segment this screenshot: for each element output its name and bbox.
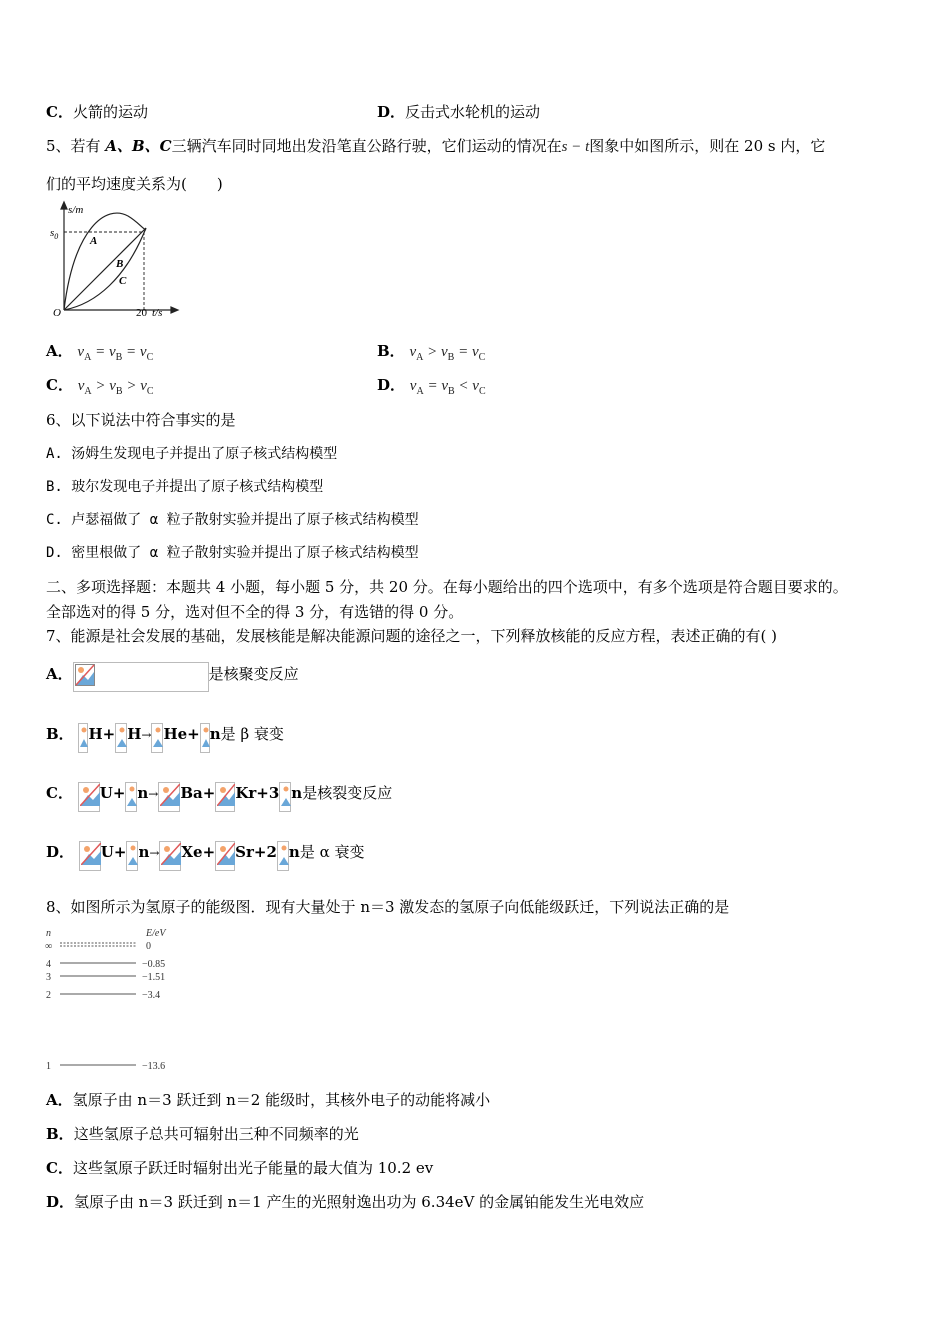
nuclide-image-icon [78,782,100,812]
q5-option-a-expr: $v_A = v_B = v_C$ [77,344,154,363]
curve-a [64,213,146,310]
q8-option-a: A．氢原子由 n＝3 跃迁到 n＝2 能级时，其核外电子的动能将减小 [46,1091,491,1109]
level-1-e: −13.6 [142,1061,166,1072]
nuclide-image-icon [126,841,138,871]
level-inf-e: 0 [146,941,151,952]
q8-option-b: B．这些氢原子总共可辐射出三种不同频率的光 [46,1125,359,1143]
q6-option-a: A. 汤姆生发现电子并提出了原子核式结构模型 [46,446,338,462]
q6-option-b: B. 玻尔发现电子并提出了原子核式结构模型 [46,479,324,495]
q5-option-a: A． $v_A = v_B = v_C$ [46,342,154,363]
level-4-e: −0.85 [142,959,166,970]
level-3-e: −1.51 [142,972,166,983]
q8-option-c: C．这些氢原子跃迁时辐射出光子能量的最大值为 10.2 ev [46,1159,434,1177]
nuclide-image-icon [78,723,88,753]
s0-label: $s_0$ [50,227,59,241]
q7-option-b: B． H+ H→ He+ n是 β 衰变 [46,716,284,753]
x-tick-20: 20 [136,307,147,319]
section2-instructions-line1: 二、多项选择题：本题共 4 小题，每小题 5 分，共 20 分。在每小题给出的四个选项中，有多个选项是符合题目要求的。 [46,578,848,596]
q5-stem-line2: 们的平均速度关系为( ) [46,175,223,193]
nuclide-image-icon [159,841,181,871]
nuclide-image-icon [215,782,235,812]
q5-option-b: B． $v_A > v_B = v_C$ [377,342,486,363]
q6-stem: 6、以下说法中符合事实的是 [46,411,236,429]
x-axis-label: t/s [152,307,163,319]
level-3-n: 3 [46,972,51,983]
nuclide-image-icon [279,782,291,812]
q5-option-b-expr: $v_A > v_B = v_C$ [409,344,486,363]
q7-option-a: A． 是核聚变反应 [46,656,299,692]
curve-a-label: A [90,235,98,247]
level-2-n: 2 [46,990,51,1001]
q7-stem: 7、能源是社会发展的基础，发展核能是解决能源问题的途径之一，下列释放核能的反应方程，表述正确的有( ) [46,627,778,645]
q5-stem-line1: 5、若有 A、B、C三辆汽车同时同地出发沿笔直公路行驶，它们运动的情况在s − t图象中如图所示，则在 20 s 内，它 [46,137,826,155]
q7-option-c: C． U+ n→ Ba+ Kr+3 n是核裂变反应 [46,775,392,812]
q5-option-d-expr: $v_A = v_B < v_C$ [409,378,486,397]
curve-b [64,228,146,310]
curve-c-label: C [119,275,127,287]
q8-stem: 8、如图所示为氢原子的能级图．现有大量处于 n＝3 激发态的氢原子向低能级跃迁，下列说法正确的是 [46,898,730,916]
level-2-e: −3.4 [142,990,161,1001]
level-4-n: 4 [46,959,51,970]
y-axis-arrow [61,202,67,209]
nuclide-image-icon [215,841,235,871]
nuclide-image-icon [151,723,163,753]
nuclide-image-icon [115,723,127,753]
nuclide-image-icon [277,841,289,871]
nuclide-image-icon [200,723,210,753]
q4-option-c: C．火箭的运动 [46,103,148,121]
q4-option-d: D．反击式水轮机的运动 [377,103,541,121]
x-axis-arrow [171,307,178,313]
q7-option-d: D． U+ n→ Xe+ Sr+2 n是 α 衰变 [46,834,365,871]
nuclide-image-icon [125,782,137,812]
q5-st-graph [46,198,186,324]
q7-a-equation-image-icon [73,662,209,692]
q8-energy-level-diagram [42,924,182,1074]
q5-option-c: C． $v_A > v_B > v_C$ [46,376,154,397]
q6-option-d: D. 密里根做了 α 粒子散射实验并提出了原子核式结构模型 [46,545,419,561]
nuclide-image-icon [158,782,180,812]
q5-option-c-expr: $v_A > v_B > v_C$ [77,378,154,397]
y-axis-label: s/m [68,204,84,216]
nuclide-image-icon [79,841,101,871]
e-header: E/eV [146,928,166,939]
level-inf-n: ∞ [45,941,53,952]
q5-option-d: D． $v_A = v_B < v_C$ [377,376,486,397]
q8-option-d: D．氢原子由 n＝3 跃迁到 n＝1 产生的光照射逸出功为 6.34eV 的金属铂能发生光电效应 [46,1193,645,1211]
section2-instructions-line2: 全部选对的得 5 分，选对但不全的得 3 分，有选错的得 0 分。 [46,603,464,621]
origin-label: O [53,307,61,319]
level-1-n: 1 [46,1061,51,1072]
q6-option-c: C. 卢瑟福做了 α 粒子散射实验并提出了原子核式结构模型 [46,512,419,528]
n-header: n [46,928,51,939]
curve-b-label: B [116,258,124,270]
